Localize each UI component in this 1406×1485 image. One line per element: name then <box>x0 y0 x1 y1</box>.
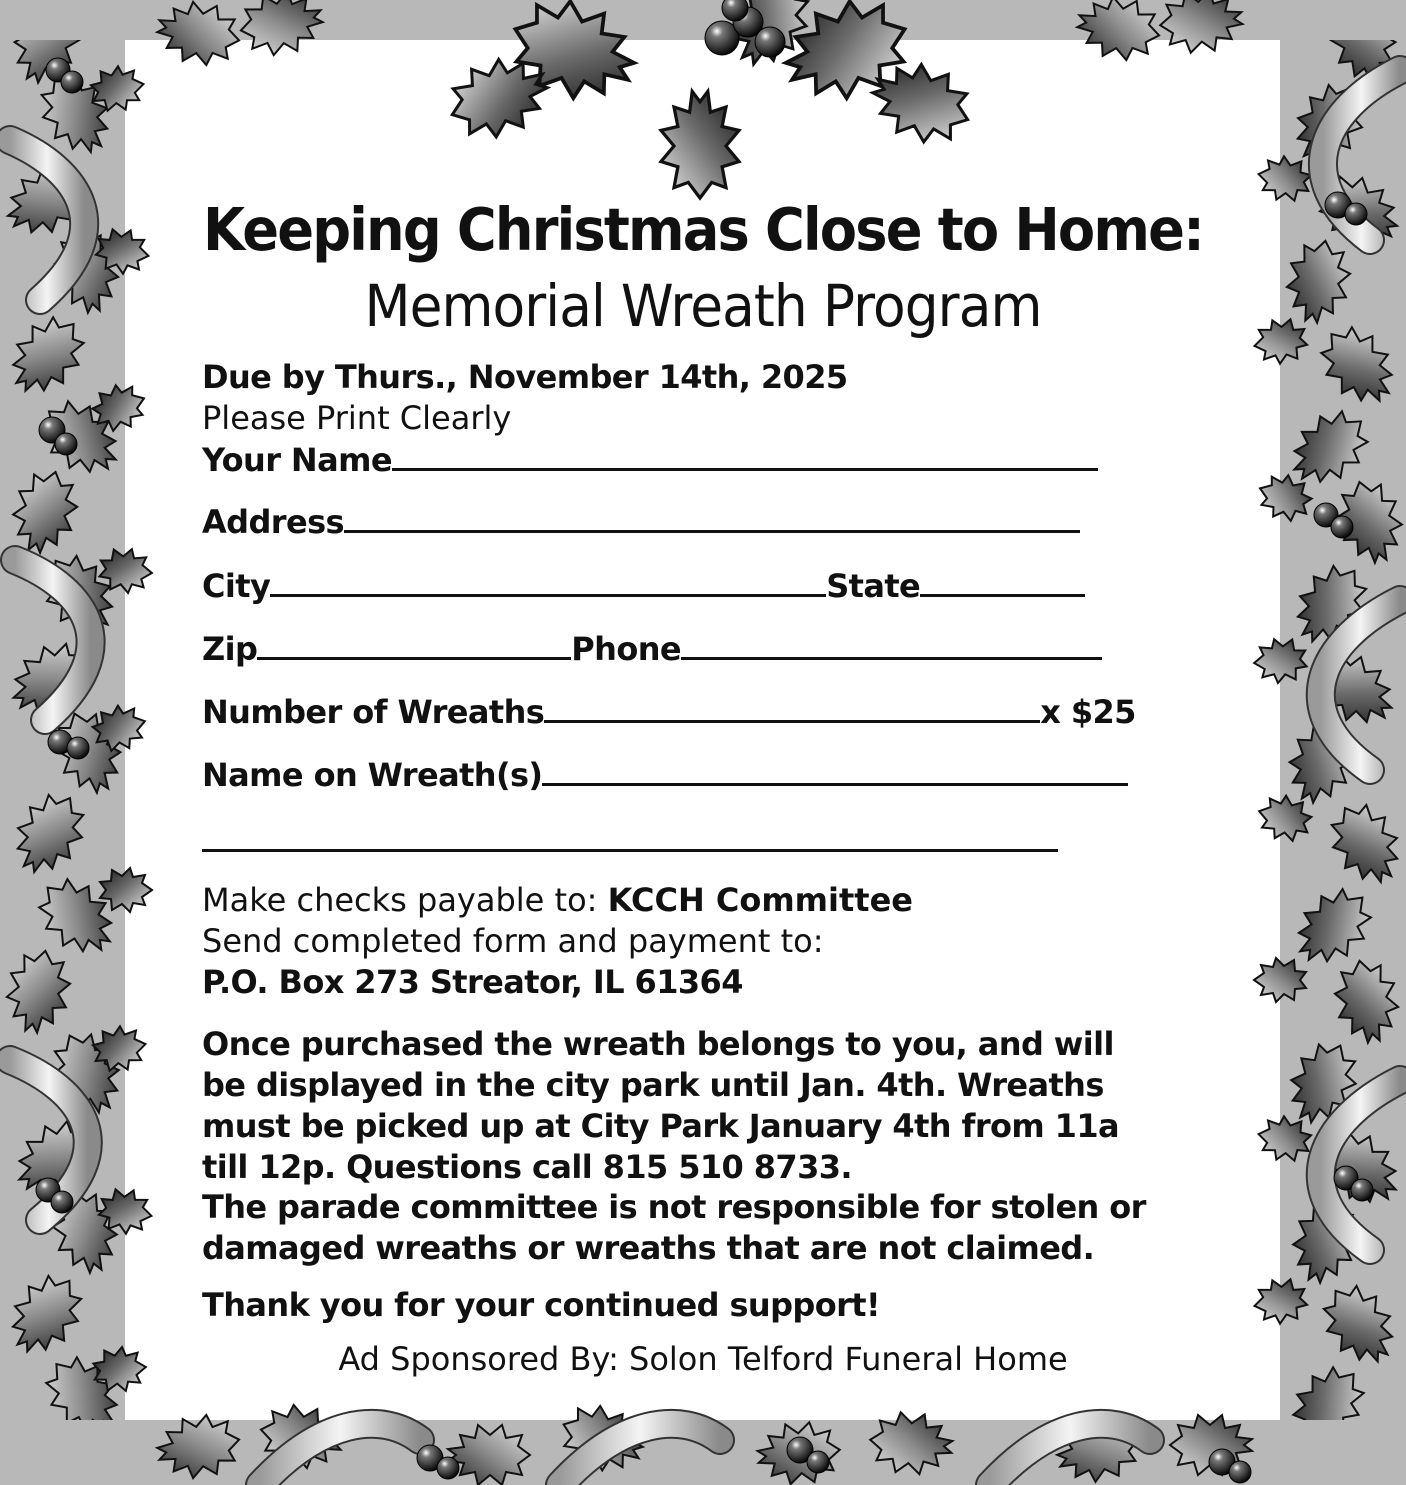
payable-to: KCCH Committee <box>607 881 913 919</box>
zip-phone-row <box>202 627 1102 669</box>
page-title: Keeping Christmas Close to Home: <box>203 195 1203 264</box>
liability-notice: The parade committee is not responsible for stolen or damaged wreaths or wreaths that are not claimed. <box>202 1188 1146 1267</box>
mailing-address: P.O. Box 273 Streator, IL 61364 <box>202 963 743 1001</box>
zip-field[interactable] <box>257 627 571 660</box>
thank-you: Thank you for your continued support! <box>202 1286 880 1324</box>
sponsor-credit: Ad Sponsored By: Solon Telford Funeral Home <box>338 1340 1068 1378</box>
page-subtitle: Memorial Wreath Program <box>364 272 1042 340</box>
wreath-count-row <box>202 690 1136 732</box>
wreath-name-field[interactable] <box>542 753 1128 786</box>
zip-label: Zip <box>202 630 258 668</box>
phone-field[interactable] <box>681 627 1102 660</box>
state-label: State <box>826 567 921 605</box>
due-date: Due by Thurs., November 14th, 2025 <box>202 358 848 396</box>
state-field[interactable] <box>920 564 1085 597</box>
wreath-name-field-continued[interactable] <box>202 849 1058 852</box>
phone-label: Phone <box>571 630 681 668</box>
wreath-name-label: Name on Wreath(s) <box>202 756 543 794</box>
name-field[interactable] <box>392 438 1098 471</box>
payable-line <box>202 880 913 920</box>
wreath-count-field[interactable] <box>544 690 1040 723</box>
address-label: Address <box>202 503 344 541</box>
pickup-notice: Once purchased the wreath belongs to you, and will be displayed in the city park until Jan. 4th. Wreaths must be picked up at City Park January 4th from 11a till 12p. Questions call 815 510 8733. <box>202 1025 1119 1186</box>
name-label: Your Name <box>202 441 392 479</box>
wreath-count-label: Number of Wreaths <box>202 693 545 731</box>
send-instruction: Send completed form and payment to: <box>202 922 824 960</box>
print-instruction: Please Print Clearly <box>202 399 512 437</box>
address-field[interactable] <box>344 500 1080 533</box>
wreath-name-row <box>202 753 1128 795</box>
city-state-row <box>202 564 1085 606</box>
city-field[interactable] <box>270 564 826 597</box>
address-row <box>202 500 1080 542</box>
payable-prefix: Make checks payable to: <box>202 881 608 919</box>
name-row <box>202 438 1098 480</box>
city-label: City <box>202 567 271 605</box>
price-label: x $25 <box>1040 693 1136 731</box>
